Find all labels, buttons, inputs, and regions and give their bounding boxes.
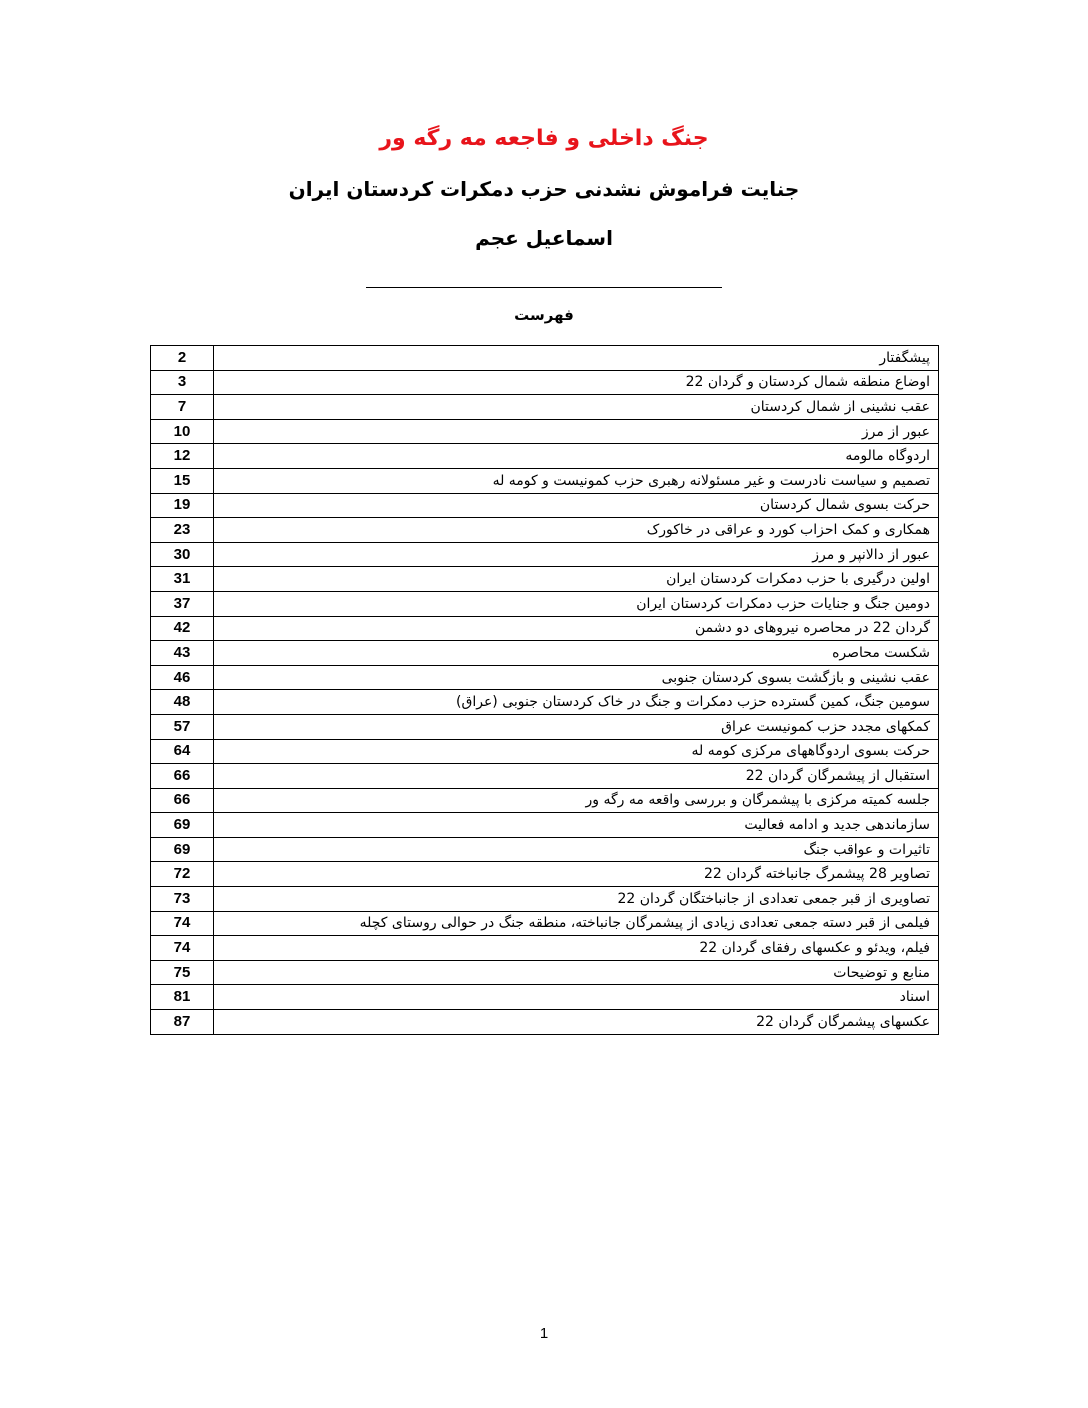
toc-page-number: 3 [151, 370, 214, 395]
toc-heading: فهرست [514, 306, 574, 324]
toc-entry-title: فیلمی از قبر دسته جمعی تعدادی زیادی از پیشمرگان جانباخته، منطقه جنگ در حوالی روستای کچله [214, 911, 939, 936]
toc-page-number: 31 [151, 567, 214, 592]
toc-row [151, 665, 939, 690]
toc-page-number: 74 [151, 911, 214, 936]
toc-row [151, 739, 939, 764]
toc-entry-title: گردان 22 در محاصره نیروهای دو دشمن [214, 616, 939, 641]
toc-page-number: 2 [151, 346, 214, 371]
toc-page-number: 12 [151, 444, 214, 469]
toc-entry-title: عبور از مرز [214, 419, 939, 444]
toc-page-number: 19 [151, 493, 214, 518]
toc-entry-title: تصاویر 28 پیشمرگ جانباخته گردان 22 [214, 862, 939, 887]
toc-page-number: 66 [151, 764, 214, 789]
toc-page-number: 57 [151, 714, 214, 739]
toc-row [151, 567, 939, 592]
toc-row [151, 370, 939, 395]
toc-page-number: 66 [151, 788, 214, 813]
toc-body [151, 346, 939, 1035]
toc-page-number: 75 [151, 960, 214, 985]
toc-row [151, 837, 939, 862]
toc-entry-title: جلسه کمیته مرکزی با پیشمرگان و بررسی واقعه مه رگه ور [214, 788, 939, 813]
toc-entry-title: کمکهای مجدد حزب کمونیست عراق [214, 714, 939, 739]
toc-page-number: 64 [151, 739, 214, 764]
toc-row [151, 714, 939, 739]
toc-page-number: 81 [151, 985, 214, 1010]
toc-page-number: 73 [151, 887, 214, 912]
document-title: جنگ داخلی و فاجعه مه رگه ور [379, 126, 709, 151]
toc-row [151, 862, 939, 887]
toc-row [151, 788, 939, 813]
table-of-contents [150, 345, 939, 1035]
toc-entry-title: حرکت بسوی اردوگاههای مرکزی کومه له [214, 739, 939, 764]
horizontal-rule [366, 287, 722, 288]
toc-entry-title: حرکت بسوی شمال کردستان [214, 493, 939, 518]
page-number: 1 [539, 1325, 549, 1342]
toc-entry-title: اردوگاه مالومه [214, 444, 939, 469]
toc-entry-title: تاثیرات و عواقب جنگ [214, 837, 939, 862]
toc-row [151, 960, 939, 985]
toc-row [151, 395, 939, 420]
toc-entry-title: شکست محاصره [214, 641, 939, 666]
toc-row [151, 493, 939, 518]
toc-page-number: 42 [151, 616, 214, 641]
toc-row [151, 985, 939, 1010]
toc-page-number: 43 [151, 641, 214, 666]
toc-entry-title: تصاویری از قبر جمعی تعدادی از جانباختگان گردان 22 [214, 887, 939, 912]
toc-row [151, 1010, 939, 1035]
toc-entry-title: تصمیم و سیاست نادرست و غیر مسئولانه رهبری حزب کمونیست و کومه له [214, 468, 939, 493]
toc-entry-title: دومین جنگ و جنایات حزب دمکرات کردستان ایران [214, 591, 939, 616]
toc-entry-title: اولین درگیری با حزب دمکرات کردستان ایران [214, 567, 939, 592]
toc-row [151, 419, 939, 444]
toc-page-number: 37 [151, 591, 214, 616]
toc-entry-title: پیشگفتار [214, 346, 939, 371]
toc-entry-title: عقب نشینی از شمال کردستان [214, 395, 939, 420]
toc-entry-title: سومین جنگ، کمین گسترده حزب دمکرات و جنگ در خاک کردستان جنوبی (عراق) [214, 690, 939, 715]
toc-entry-title: سازماندهی جدید و ادامه فعالیت [214, 813, 939, 838]
toc-page-number: 15 [151, 468, 214, 493]
author-name: اسماعیل عجم [475, 226, 613, 250]
toc-row [151, 518, 939, 543]
toc-row [151, 690, 939, 715]
toc-page-number: 23 [151, 518, 214, 543]
toc-row [151, 764, 939, 789]
toc-entry-title: اوضاع منطقه شمال کردستان و گردان 22 [214, 370, 939, 395]
toc-entry-title: عبور از دالانپر و مرز [214, 542, 939, 567]
toc-row [151, 641, 939, 666]
toc-entry-title: عکسهای پیشمرگان گردان 22 [214, 1010, 939, 1035]
toc-page-number: 7 [151, 395, 214, 420]
toc-row [151, 616, 939, 641]
toc-page-number: 69 [151, 837, 214, 862]
toc-page-number: 74 [151, 936, 214, 961]
toc-row [151, 346, 939, 371]
toc-row [151, 591, 939, 616]
toc-page-number: 10 [151, 419, 214, 444]
toc-entry-title: استقبال از پیشمرگان گردان 22 [214, 764, 939, 789]
toc-entry-title: اسناد [214, 985, 939, 1010]
toc-row [151, 444, 939, 469]
toc-row [151, 542, 939, 567]
toc-entry-title: همکاری و کمک احزاب کورد و عراقی در خاکورک [214, 518, 939, 543]
toc-entry-title: عقب نشینی و بازگشت بسوی کردستان جنوبی [214, 665, 939, 690]
toc-page-number: 69 [151, 813, 214, 838]
toc-entry-title: فیلم، ویدئو و عکسهای رفقای گردان 22 [214, 936, 939, 961]
toc-page-number: 87 [151, 1010, 214, 1035]
toc-row [151, 887, 939, 912]
toc-page-number: 46 [151, 665, 214, 690]
toc-row [151, 468, 939, 493]
document-subtitle: جنایت فراموش نشدنی حزب دمکرات کردستان ایران [288, 177, 800, 201]
toc-row [151, 813, 939, 838]
toc-page-number: 72 [151, 862, 214, 887]
toc-row [151, 936, 939, 961]
toc-page-number: 30 [151, 542, 214, 567]
toc-entry-title: منابع و توضیحات [214, 960, 939, 985]
toc-row [151, 911, 939, 936]
toc-page-number: 48 [151, 690, 214, 715]
